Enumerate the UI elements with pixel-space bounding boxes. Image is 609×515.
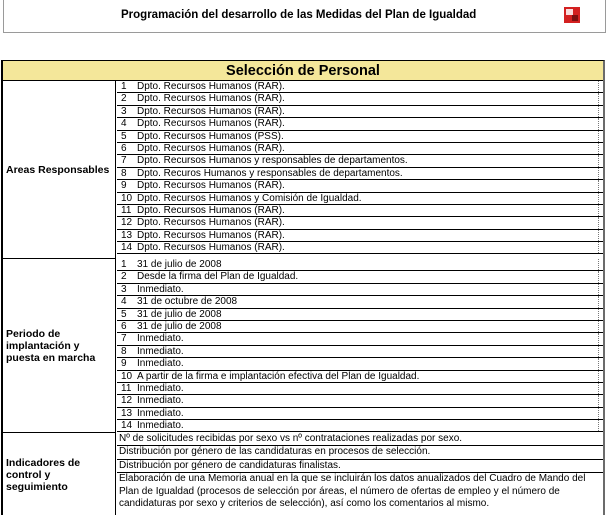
row-number: 2 (121, 271, 127, 283)
areas-responsables-section (3, 81, 603, 259)
row-text: Dpto. Recursos Humanos (RAR). (137, 118, 285, 130)
areas-label: Areas Responsables (3, 81, 116, 259)
row-divider (598, 321, 601, 332)
row-text: Inmediato. (137, 407, 184, 419)
row-number: 6 (121, 142, 127, 154)
row-number: 14 (121, 420, 133, 432)
row-number: 11 (121, 382, 132, 394)
row-text: Inmediato. (137, 420, 184, 432)
row-number: 1 (121, 81, 127, 92)
periodo-row (117, 284, 603, 296)
periodo-row (117, 346, 603, 358)
row-divider (598, 284, 601, 295)
row-text: A partir de la firma e implantación efectiva del Plan de Igualdad. (137, 370, 420, 382)
areas-row (117, 131, 603, 143)
row-text: Dpto. Recursos Humanos y Comisión de Igualdad. (137, 192, 362, 204)
row-divider (598, 205, 601, 216)
row-divider (598, 242, 601, 253)
row-number: 12 (121, 217, 133, 229)
row-divider (598, 395, 601, 406)
row-text: 31 de octubre de 2008 (137, 296, 238, 308)
row-text: Dpto. Recuros Humanos y responsables de departamentos. (137, 167, 403, 179)
periodo-row (117, 420, 603, 432)
row-number: 1 (121, 259, 127, 270)
row-divider (598, 131, 601, 142)
row-divider (598, 143, 601, 154)
row-divider (598, 420, 601, 431)
row-divider (598, 408, 601, 419)
indicator-row: Elaboración de una Memoria anual en la que se incluirán los datos anualizados del Cuadro de Mando del Plan de Igualdad (procesos de selección por áreas, el número de ofertas de empleo y el número de candidaturas por sexo y criterios de selección), así como los comentarios al mismo. (119, 473, 586, 510)
row-divider (598, 371, 601, 382)
row-divider (598, 81, 601, 92)
areas-row (117, 193, 603, 205)
row-text: Dpto. Recursos Humanos (RAR). (137, 81, 285, 92)
row-divider (598, 230, 601, 241)
row-number: 8 (121, 167, 127, 179)
banner-title: Selección de Personal (226, 62, 380, 79)
row-divider (598, 155, 601, 166)
row-text: Dpto. Recursos Humanos (PSS). (137, 130, 284, 142)
areas-row (117, 168, 603, 180)
row-number: 9 (121, 358, 127, 370)
periodo-row (117, 395, 603, 407)
row-text: Dpto. Recursos Humanos (RAR). (137, 217, 285, 229)
row-number: 10 (121, 370, 133, 382)
periodo-rows (117, 259, 603, 433)
areas-row (117, 205, 603, 217)
row-divider (598, 309, 601, 320)
areas-row (117, 118, 603, 130)
row-divider (598, 93, 601, 104)
row-divider (598, 333, 601, 344)
periodo-row (117, 259, 603, 271)
indicator-row: Distribución por género de las candidaturas en procesos de selección. (117, 446, 603, 459)
row-text: Dpto. Recursos Humanos (RAR). (137, 142, 285, 154)
periodo-row (117, 371, 603, 383)
row-divider (598, 346, 601, 357)
row-text: Desde la firma del Plan de Igualdad. (137, 271, 299, 283)
row-number: 4 (121, 118, 127, 130)
row-divider (598, 259, 601, 270)
periodo-row (117, 296, 603, 308)
periodo-row (117, 321, 603, 333)
header-title: Programación del desarrollo de las Medidas del Plan de Igualdad (121, 9, 477, 21)
page-header (3, 0, 606, 33)
row-text: Inmediato. (137, 283, 184, 295)
row-divider (598, 118, 601, 129)
row-text: Inmediato. (137, 345, 184, 357)
areas-row (117, 180, 603, 192)
row-number: 13 (121, 407, 133, 419)
row-number: 5 (121, 130, 127, 142)
indicadores-section (3, 433, 603, 515)
row-divider (598, 106, 601, 117)
row-text: Inmediato. (137, 333, 184, 345)
row-text: Dpto. Recursos Humanos y responsables de departamentos. (137, 155, 408, 167)
periodo-row (117, 408, 603, 420)
row-divider (598, 217, 601, 228)
row-divider (598, 193, 601, 204)
periodo-label: Periodo de implantación y puesta en marcha (3, 259, 116, 433)
row-number: 13 (121, 229, 133, 241)
row-number: 3 (121, 105, 127, 117)
row-text: Dpto. Recursos Humanos (RAR). (137, 105, 285, 117)
indicator-row: Distribución por género de candidaturas finalistas. (117, 460, 603, 473)
areas-row (117, 242, 603, 254)
row-text: 31 de julio de 2008 (137, 308, 222, 320)
row-divider (598, 168, 601, 179)
row-text: 31 de julio de 2008 (137, 259, 222, 270)
row-divider (598, 383, 601, 394)
row-divider (598, 296, 601, 307)
section-banner (3, 61, 603, 81)
areas-row (117, 155, 603, 167)
periodo-row (117, 309, 603, 321)
row-number: 7 (121, 333, 127, 345)
row-number: 8 (121, 345, 127, 357)
areas-row (117, 230, 603, 242)
row-number: 7 (121, 155, 127, 167)
row-number: 14 (121, 242, 133, 254)
row-number: 3 (121, 283, 127, 295)
periodo-row (117, 333, 603, 345)
row-number: 6 (121, 320, 127, 332)
periodo-section (3, 259, 603, 433)
row-text: Inmediato. (137, 358, 184, 370)
row-number: 4 (121, 296, 127, 308)
areas-row (117, 81, 603, 93)
periodo-row (117, 358, 603, 370)
row-number: 12 (121, 395, 133, 407)
company-logo-icon (562, 5, 582, 25)
periodo-row (117, 271, 603, 283)
row-divider (598, 271, 601, 282)
row-text: Dpto. Recursos Humanos (RAR). (137, 242, 285, 254)
areas-row (117, 143, 603, 155)
row-number: 9 (121, 180, 127, 192)
row-text: Inmediato. (137, 382, 184, 394)
indicadores-label: Indicadores de control y seguimiento (3, 433, 116, 515)
row-divider (598, 358, 601, 369)
indicadores-rows (117, 433, 603, 515)
row-number: 10 (121, 192, 133, 204)
areas-row (117, 217, 603, 229)
row-number: 11 (121, 204, 132, 216)
periodo-row (117, 383, 603, 395)
areas-rows (117, 81, 603, 259)
row-text: Inmediato. (137, 395, 184, 407)
row-text: Dpto. Recursos Humanos (RAR). (137, 93, 285, 105)
row-number: 2 (121, 93, 127, 105)
selection-table (1, 60, 605, 515)
row-divider (598, 180, 601, 191)
row-text: Dpto. Recursos Humanos (RAR). (137, 180, 285, 192)
row-number: 5 (121, 308, 127, 320)
row-text: Dpto. Recursos Humanos (RAR). (137, 229, 285, 241)
areas-row (117, 106, 603, 118)
indicator-row: Nº de solicitudes recibidas por sexo vs nº contrataciones realizadas por sexo. (117, 433, 603, 446)
row-text: 31 de julio de 2008 (137, 320, 222, 332)
areas-row (117, 93, 603, 105)
row-text: Dpto. Recursos Humanos (RAR). (137, 204, 285, 216)
